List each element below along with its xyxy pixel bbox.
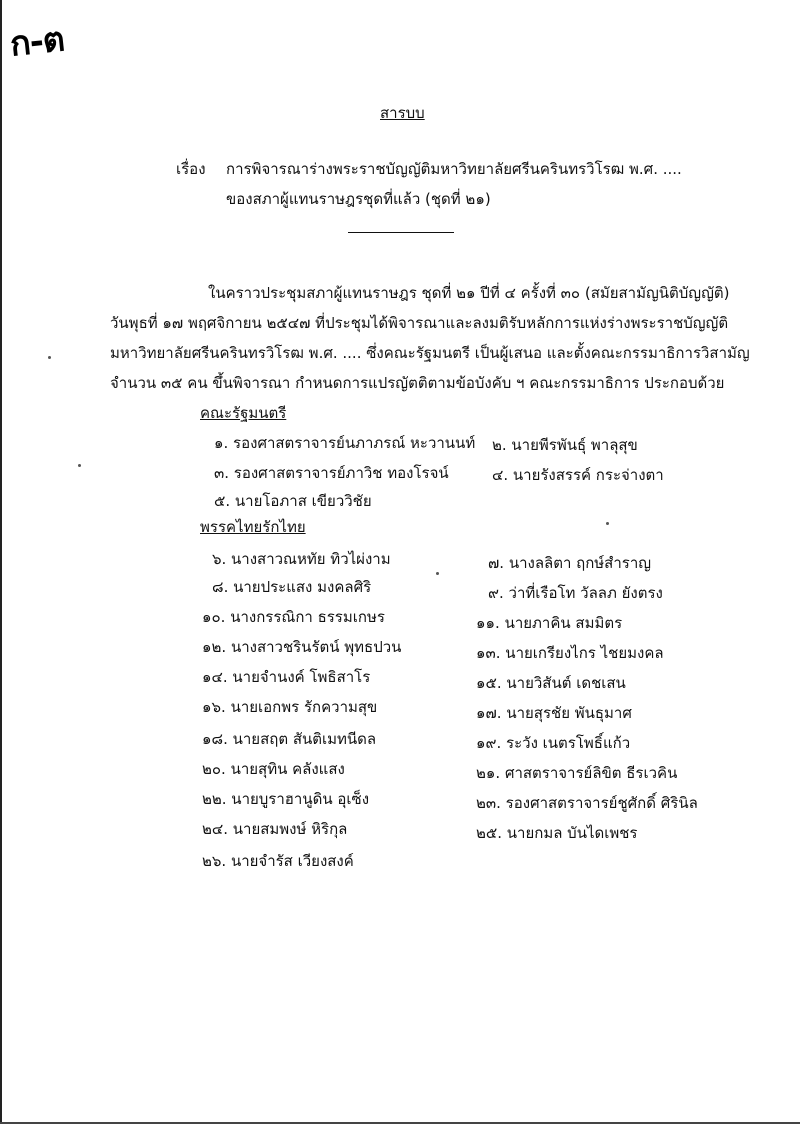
member-10: ๑๐. นางกรรณิกา ธรรมเกษร [202, 608, 385, 626]
member-23: ๒๓. รองศาสตราจารย์ชูศักดิ์ ศิรินิล [476, 794, 698, 812]
member-24: ๒๔. นายสมพงษ์ หิริกุล [202, 820, 348, 838]
body-line-3: มหาวิทยาลัยศรีนครินทรวิโรฒ พ.ศ. .... ซึ่งคณะรัฐมนตรี เป็นผู้เสนอ และตั้งคณะกรรมาธิการวิสามัญ [110, 344, 750, 362]
body-line-4: จำนวน ๓๕ คน ขึ้นพิจารณา กำหนดการแปรญัตติตามข้อบังคับ ฯ คณะกรรมาธิการ ประกอบด้วย [110, 374, 725, 392]
member-15: ๑๕. นายวิสันต์ เดชเสน [476, 674, 626, 692]
member-2: ๒. นายพีรพันธุ์ พาลุสุข [492, 436, 638, 454]
member-7: ๗. นางลลิตา ฤกษ์สำราญ [488, 554, 652, 572]
scan-left-edge [0, 0, 2, 1124]
member-13: ๑๓. นายเกรียงไกร ไชยมงคล [476, 644, 664, 662]
scan-speck [606, 522, 609, 525]
member-26: ๒๖. นายจำรัส เวียงสงค์ [202, 852, 354, 870]
member-6: ๖. นางสาวณหทัย ทิวไผ่งาม [212, 550, 391, 568]
scan-speck [78, 464, 81, 467]
subject-line-2: ของสภาผู้แทนราษฎรชุดที่แล้ว (ชุดที่ ๒๑) [226, 190, 491, 208]
member-16: ๑๖. นายเอกพร รักความสุข [202, 698, 378, 716]
subject-label: เรื่อง [176, 160, 206, 178]
member-22: ๒๒. นายบูราฮานูดิน อุเซ็ง [202, 790, 370, 808]
member-9: ๙. ว่าที่เรือโท วัลลภ ยังตรง [488, 584, 663, 602]
document-title: สารบบ [380, 104, 425, 122]
member-14: ๑๔. นายจำนงค์ โพธิสาโร [202, 668, 371, 686]
member-25: ๒๕. นายกมล บันไดเพชร [476, 824, 638, 842]
member-12: ๑๒. นางสาวชรินรัตน์ พุทธปวน [202, 638, 402, 656]
member-21: ๒๑. ศาสตราจารย์ลิขิต ธีรเวคิน [476, 764, 678, 782]
member-8: ๘. นายประแสง มงคลศิริ [212, 578, 372, 596]
member-20: ๒๐. นายสุทิน คลังแสง [202, 760, 345, 778]
body-line-1: ในคราวประชุมสภาผู้แทนราษฎร ชุดที่ ๒๑ ปีที่ ๔ ครั้งที่ ๓๐ (สมัยสามัญนิติบัญญัติ) [208, 284, 730, 302]
scan-speck [436, 572, 439, 575]
member-11: ๑๑. นายภาคิน สมมิตร [476, 614, 623, 632]
section-heading-cabinet: คณะรัฐมนตรี [200, 404, 287, 422]
subject-line-1: การพิจารณาร่างพระราชบัญญัติมหาวิทยาลัยศรีนครินทรวิโรฒ พ.ศ. .... [226, 160, 682, 178]
member-4: ๔. นายรังสรรค์ กระจ่างตา [492, 466, 664, 484]
handwritten-corner-mark: ก-ต [8, 19, 66, 65]
scan-speck [48, 356, 51, 359]
member-17: ๑๗. นายสุรชัย พันธุมาศ [476, 704, 632, 722]
member-5: ๕. นายโอภาส เขียววิชัย [214, 492, 372, 510]
section-heading-party: พรรคไทยรักไทย [200, 518, 306, 536]
member-3: ๓. รองศาสตราจารย์ภาวิช ทองโรจน์ [214, 464, 449, 482]
member-1: ๑. รองศาสตราจารย์นภาภรณ์ หะวานนท์ [214, 434, 476, 452]
member-18: ๑๘. นายสฤต สันติเมทนีดล [202, 730, 377, 748]
divider-rule [348, 232, 454, 233]
member-19: ๑๙. ระวัง เนตรโพธิ์แก้ว [476, 734, 631, 752]
body-line-2: วันพุธที่ ๑๗ พฤศจิกายน ๒๕๔๗ ที่ประชุมได้พิจารณาและลงมติรับหลักการแห่งร่างพระราชบัญญัติ [110, 314, 729, 332]
